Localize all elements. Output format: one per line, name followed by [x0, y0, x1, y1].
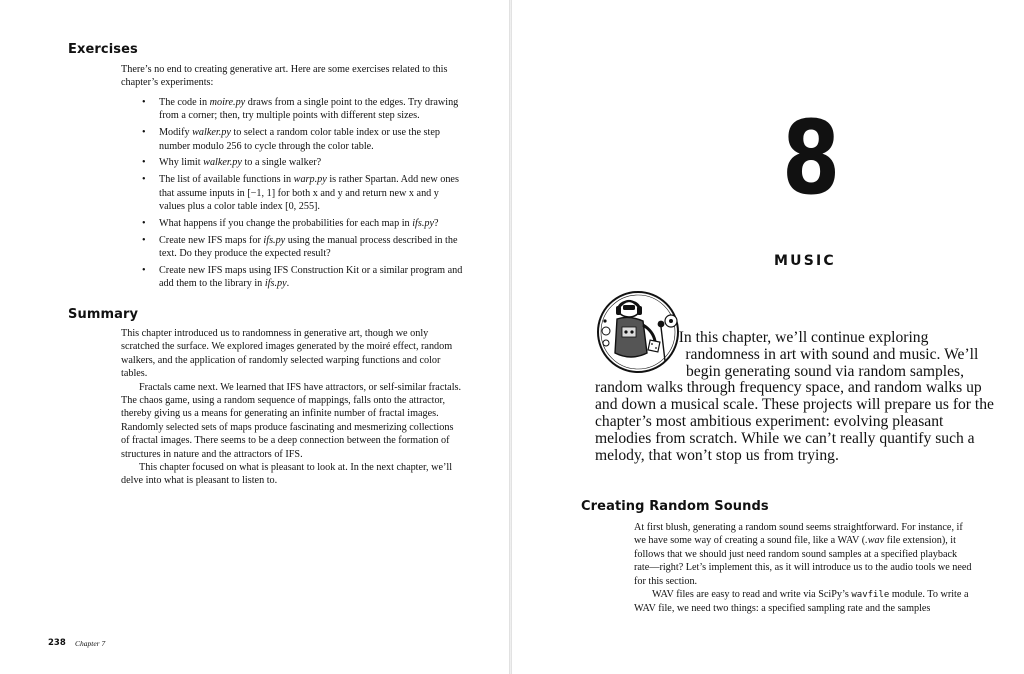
summary-heading: Summary: [68, 307, 139, 322]
chapter-intro: [595, 330, 999, 464]
page-number: 238: [48, 638, 66, 648]
exercise-item: • The code in moire.py draws from a single point to the edges. Try drawing from a corner; then, try multiple points with different step sizes.: [159, 96, 463, 123]
exercises-heading: Exercises: [68, 42, 138, 57]
right-page: [512, 0, 1024, 674]
section-paragraph: WAV files are easy to read and write via SciPy’s wavfile module. To write a WAV file, we need two things: a specified sampling rate and the samples: [634, 589, 969, 615]
exercise-item: • Modify walker.py to select a random color table index or use the step number modulo 256 to cycle through the color table.: [159, 126, 463, 153]
exercise-item: • What happens if you change the probabilities for each map in ifs.py?: [159, 217, 463, 230]
left-page: [0, 0, 510, 674]
exercises-intro: There’s no end to creating generative art. Here are some exercises related to this chapter’s experiments:: [121, 64, 448, 89]
exercise-item: • The list of available functions in warp.py is rather Spartan. Add new ones that assume inputs in [−1, 1] for both x and y and return new x and y values plus a color table index [0, 255].: [159, 173, 463, 213]
summary-paragraph: This chapter focused on what is pleasant to look at. In the next chapter, we’ll delve into what is pleasant to listen to.: [121, 462, 453, 487]
section-paragraph: At first blush, generating a random sound seems straightforward. For instance, if we have some way of creating a sound file, like a WAV (.wav file extension), it follows that we should just need random sound samples at a specified playback rate—right? Let’s implement this, as it will introduce us to the audio tools we need for this section.: [634, 522, 972, 587]
inline-code: wavfile: [851, 590, 890, 601]
exercise-item: • Create new IFS maps for ifs.py using the manual process described in the text. Do they produce the expected result?: [159, 234, 463, 261]
chapter-intro-text: In this chapter, we’ll continue exploring randomness in art with sound and music. We’ll begin generating sound via random samples, random walks through frequency space, and random walks up and down a musical scale. These projects will prepare us for the chapter’s most ambitious experiment: evolving pleasant melodies from scratch. While we can’t really quantify such a melody, that won’t stop us from trying.: [595, 329, 994, 464]
robot-dj-illustration: [591, 291, 687, 375]
running-footer: Chapter 7: [75, 639, 106, 648]
chapter-number: 8: [782, 99, 841, 218]
exercise-item: • Create new IFS maps using IFS Construction Kit or a similar program and add them to the library in ifs.py.: [159, 264, 463, 291]
summary-text: [121, 327, 463, 488]
chapter-title: MUSIC: [774, 253, 836, 269]
exercises-list: [159, 96, 463, 294]
summary-paragraph: This chapter introduced us to randomness in generative art, though we only scratched the surface. We explored images generated by the moiré effect, random walkers, and the application of randomly selected warping functions and color tables.: [121, 328, 453, 380]
section-heading: Creating Random Sounds: [581, 499, 769, 514]
section-text: [634, 521, 972, 616]
summary-paragraph: Fractals came next. We learned that IFS have attractors, or self-similar fractals. The chaos game, using a random sequence of mappings, falls onto the attractor, thereby giving us a means for generating an infinite number of fractal images. Randomly selected sets of maps produce fascinating and mesmerizing collections of fractal images. There seems to be a deep connection between the formation of structures in nature and the attractors of IFS.: [121, 381, 462, 460]
exercise-item: • Why limit walker.py to a single walker?: [159, 156, 463, 169]
